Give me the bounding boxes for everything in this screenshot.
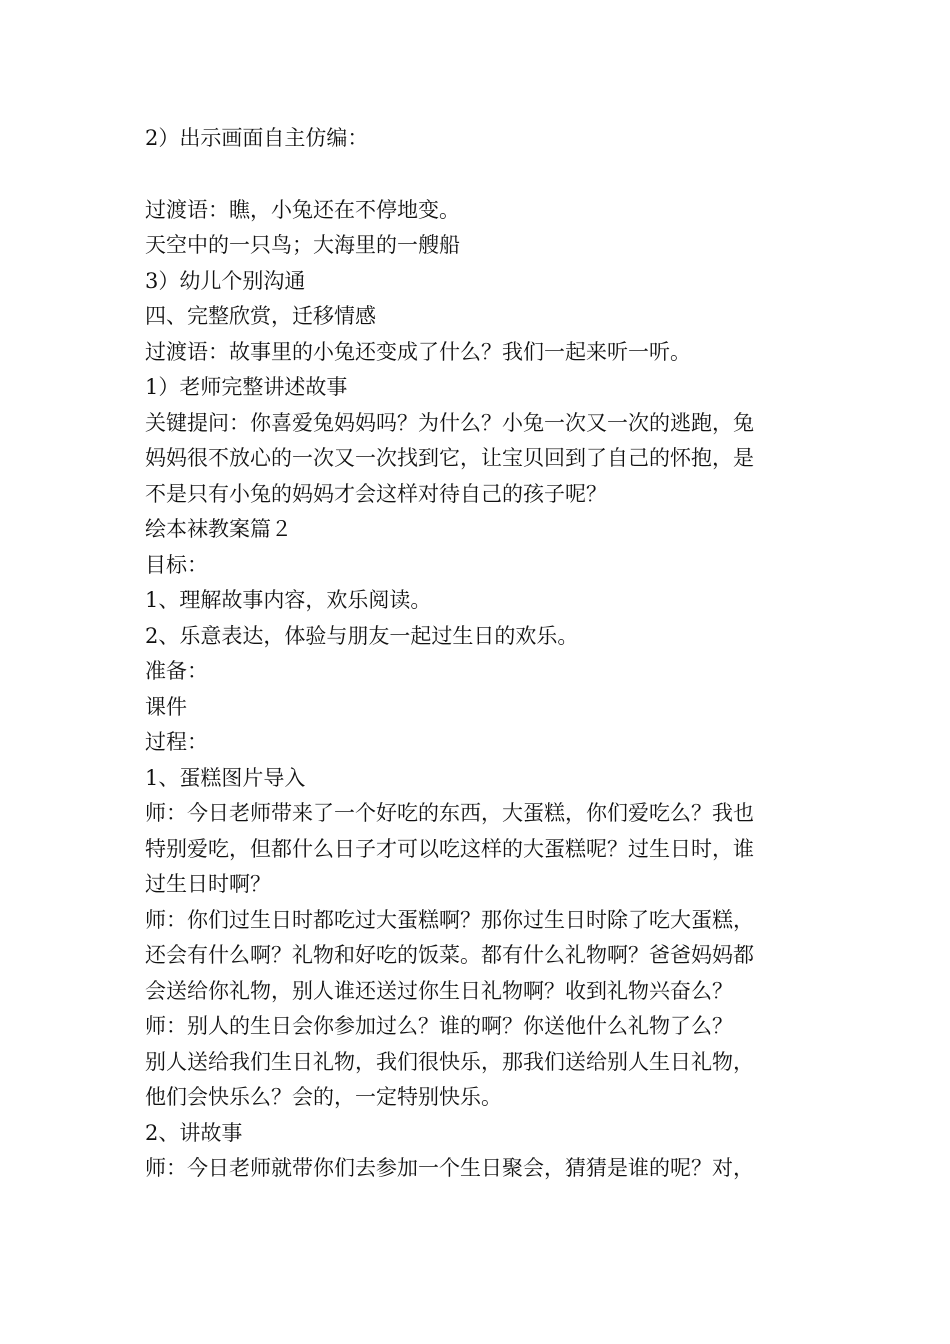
- text-line: 妈妈很不放心的一次又一次找到它，让宝贝回到了自己的怀抱，是: [145, 446, 754, 470]
- text-line: 特别爱吃，但都什么日子才可以吃这样的大蛋糕呢？过生日时，谁: [145, 836, 754, 861]
- text-line: 1、蛋糕图片导入: [145, 765, 306, 790]
- text-line: 目标：: [145, 552, 208, 577]
- text-line: 2）出示画面自主仿编：: [145, 126, 369, 150]
- text-line: 1）老师完整讲述故事: [145, 375, 348, 399]
- text-line: 过渡语：故事里的小兔还变成了什么？我们一起来听一听。: [145, 339, 691, 364]
- text-line: 师：你们过生日时都吃过大蛋糕啊？那你过生日时除了吃大蛋糕，: [145, 907, 754, 932]
- text-line: 还会有什么啊？礼物和好吃的饭菜。都有什么礼物啊？爸爸妈妈都: [145, 943, 754, 967]
- text-line: 3）幼儿个别沟通: [145, 268, 306, 293]
- text-line: 他们会快乐么？会的，一定特别快乐。: [145, 1085, 502, 1109]
- text-line: 1、理解故事内容，欢乐阅读。: [145, 588, 432, 612]
- text-line: 过生日时啊？: [145, 872, 271, 896]
- text-line: 师：今日老师带来了一个好吃的东西，大蛋糕，你们爱吃么？我也: [145, 801, 754, 825]
- section-heading: 四、完整欣赏，迁移情感: [145, 304, 376, 328]
- text-line: 2、乐意表达，体验与朋友一起过生日的欢乐。: [145, 623, 579, 648]
- section-heading: 绘本袜教案篇２: [145, 517, 292, 541]
- text-line: 准备：: [145, 659, 208, 683]
- text-line: 师：今日老师就带你们去参加一个生日聚会，猜猜是谁的呢？对，: [145, 1156, 754, 1180]
- text-line: 课件: [145, 694, 187, 719]
- text-line: 会送给你礼物，别人谁还送过你生日礼物啊？收到礼物兴奋么？: [145, 978, 733, 1003]
- text-line: 师：别人的生日会你参加过么？谁的啊？你送他什么礼物了么？: [145, 1014, 733, 1038]
- text-line: 2、讲故事: [145, 1120, 243, 1145]
- blank-line: [145, 157, 810, 193]
- text-line: 不是只有小兔的妈妈才会这样对待自己的孩子呢？: [145, 481, 607, 506]
- text-line: 关键提问：你喜爱兔妈妈吗？为什么？小兔一次又一次的逃跑，兔: [145, 410, 754, 435]
- text-line: 天空中的一只鸟；大海里的一艘船: [145, 233, 460, 257]
- text-line: 过渡语：瞧，小兔还在不停地变。: [145, 197, 460, 222]
- document-body: [145, 121, 810, 1187]
- text-line: 别人送给我们生日礼物，我们很快乐，那我们送给别人生日礼物，: [145, 1049, 754, 1074]
- text-line: 过程：: [145, 730, 208, 754]
